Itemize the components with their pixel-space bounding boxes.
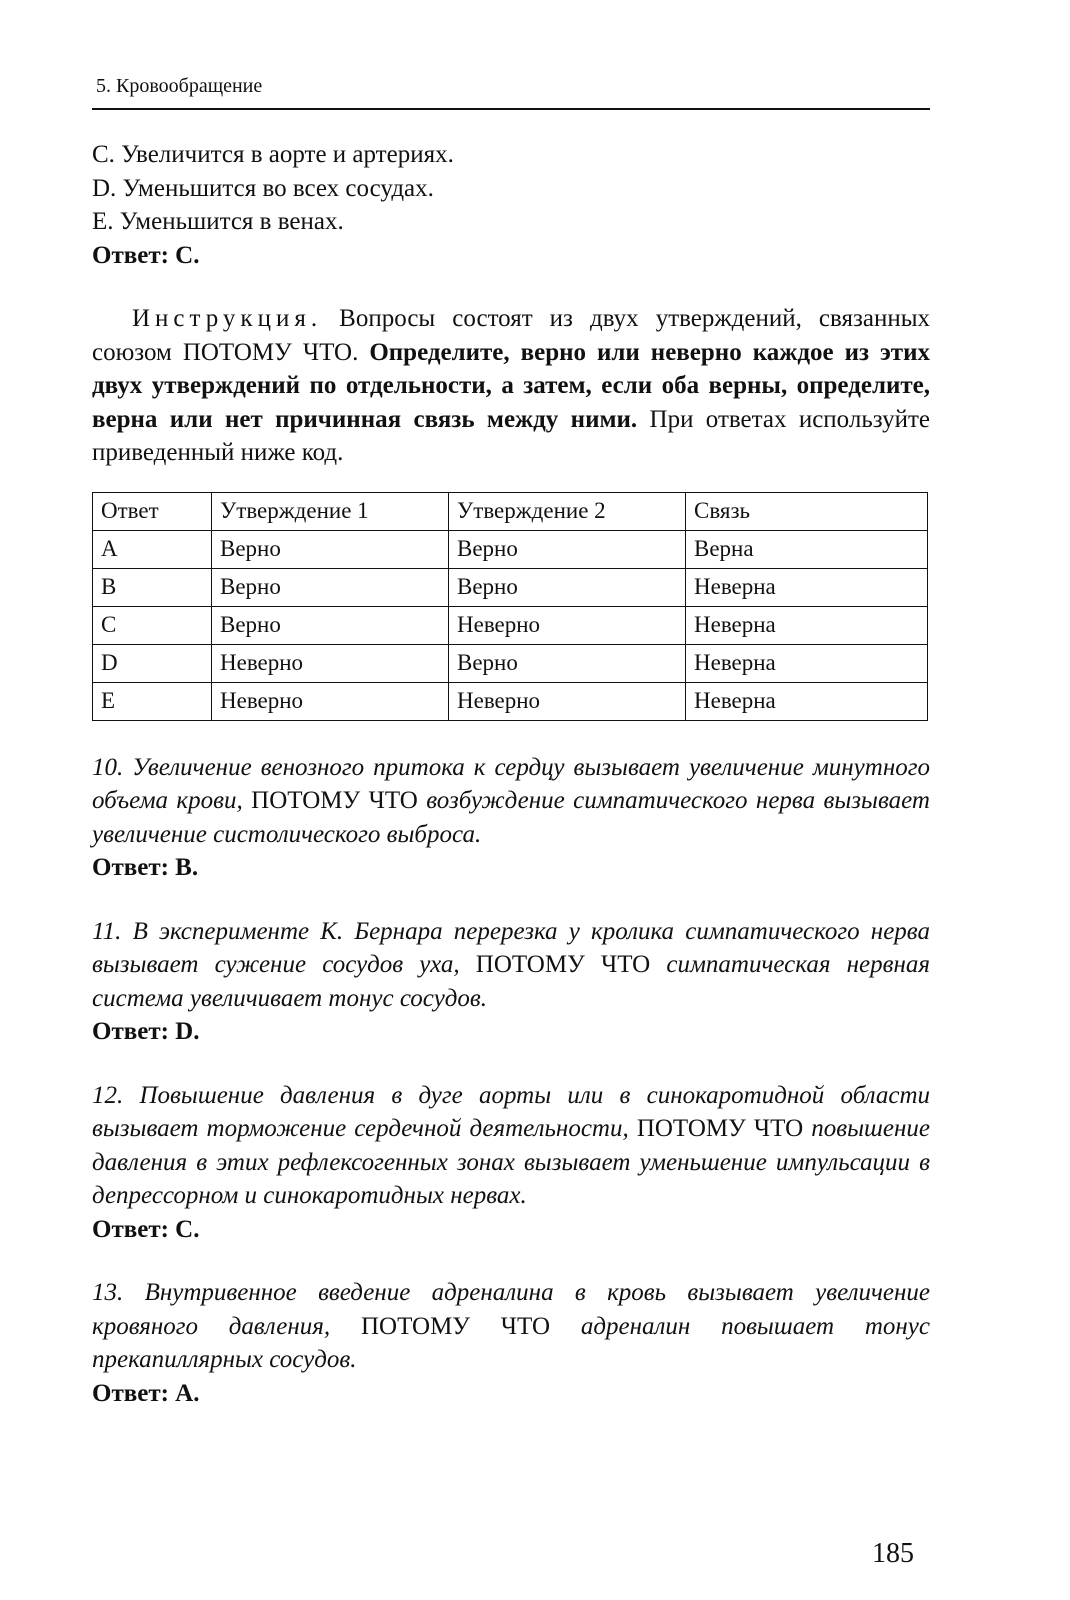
question-13 [92, 1276, 930, 1377]
option-c: C. Увеличится в аорте и артериях. [92, 141, 454, 168]
table-cell: Неверно [449, 606, 686, 644]
table-row [93, 530, 928, 568]
question-statement-2: адреналин повышает тонус прекапиллярных сосудов. [92, 1312, 931, 1373]
question-statement-2: возбуждение симпатического нерва вызывает увеличение систолического выброса. [92, 787, 930, 848]
table-cell: Верна [686, 530, 928, 568]
header-rule [92, 108, 930, 110]
question-13-answer: Ответ: А. [92, 1379, 200, 1407]
question-because: ПОТОМУ ЧТО [242, 787, 427, 814]
table-header-cell: Связь [686, 492, 928, 530]
table-cell: Неверна [686, 682, 928, 720]
table-cell: Верно [212, 530, 449, 568]
option-d: D. Уменьшится во всех сосудах. [92, 174, 434, 202]
table-cell: Неверно [212, 682, 449, 720]
table-row [93, 568, 928, 606]
question-12-answer: Ответ: С. [92, 1215, 200, 1243]
table-cell: Неверно [212, 644, 449, 682]
previous-answer: Ответ: С. [92, 241, 200, 269]
question-statement-1: 11. В эксперименте К. Бернара перерезка у кролика симпатического нерва вызывает сужение сосудов уха, [92, 917, 930, 978]
table-cell: Неверна [686, 568, 928, 606]
table-row [93, 644, 928, 682]
table-cell: Неверна [686, 644, 928, 682]
table-cell: Верно [449, 530, 686, 568]
table-header-cell: Ответ [93, 492, 212, 530]
question-10 [92, 751, 930, 852]
table-cell: D [93, 644, 212, 682]
table-cell: B [93, 568, 212, 606]
page-content [92, 138, 930, 1410]
table-cell: Верно [212, 606, 449, 644]
table-header-cell: Утверждение 2 [449, 492, 686, 530]
table-cell: E [93, 682, 212, 720]
instruction-bold: Определите, верно или неверно каждое из этих двух утверждений по отдельности, а затем, если оба верны, определите, верна или нет причинная связь между ними. [92, 338, 930, 433]
question-10-answer: Ответ: В. [92, 854, 199, 881]
question-12 [92, 1079, 930, 1213]
table-cell: Верно [449, 644, 686, 682]
question-because: ПОТОМУ ЧТО [459, 951, 667, 978]
table-cell: Неверна [686, 606, 928, 644]
table-row [93, 682, 928, 720]
question-statement-2: повышение давления в этих рефлексогенных зонах вызывает уменьшение импульсации в депрессорном и синокаротидных нервах. [92, 1115, 930, 1209]
table-header-cell: Утверждение 1 [212, 492, 449, 530]
table-cell: Неверно [449, 682, 686, 720]
running-header: 5. Кровообращение [96, 75, 263, 97]
table-cell: C [93, 606, 212, 644]
code-table [92, 492, 928, 721]
question-statement-1: 10. Увеличение венозного притока к сердцу вызывает увеличение минутного объема крови, [92, 753, 930, 814]
question-statement-1: 13. Внутривенное введение адреналина в кровь вызывает увеличение кровяного давления, [92, 1279, 930, 1340]
option-e: E. Уменьшится в венах. [92, 208, 344, 235]
table-cell: Верно [449, 568, 686, 606]
question-statement-2: симпатическая нервная система увеличивает тонус сосудов. [92, 951, 931, 1012]
instruction-text-1: Вопросы состоят из двух утверждений, связанных союзом ПОТОМУ ЧТО. [92, 305, 930, 366]
question-11-answer: Ответ: D. [92, 1018, 200, 1045]
table-cell: Верно [212, 568, 449, 606]
instruction-lead: Инструкция. [132, 305, 323, 332]
question-statement-1: 12. Повышение давления в дуге аорты или в синокаротидной области вызывает торможение сердечной деятельности, [92, 1081, 930, 1142]
table-header-row [93, 492, 928, 530]
instruction-paragraph [92, 302, 930, 470]
question-because: ПОТОМУ ЧТО [628, 1115, 812, 1142]
table-cell: A [93, 530, 212, 568]
question-because: ПОТОМУ ЧТО [330, 1312, 581, 1340]
table-row [93, 606, 928, 644]
question-11 [92, 915, 930, 1016]
instruction-text-2: При ответах используйте приведенный ниже код. [92, 405, 930, 466]
page-number: 185 [872, 1538, 914, 1569]
